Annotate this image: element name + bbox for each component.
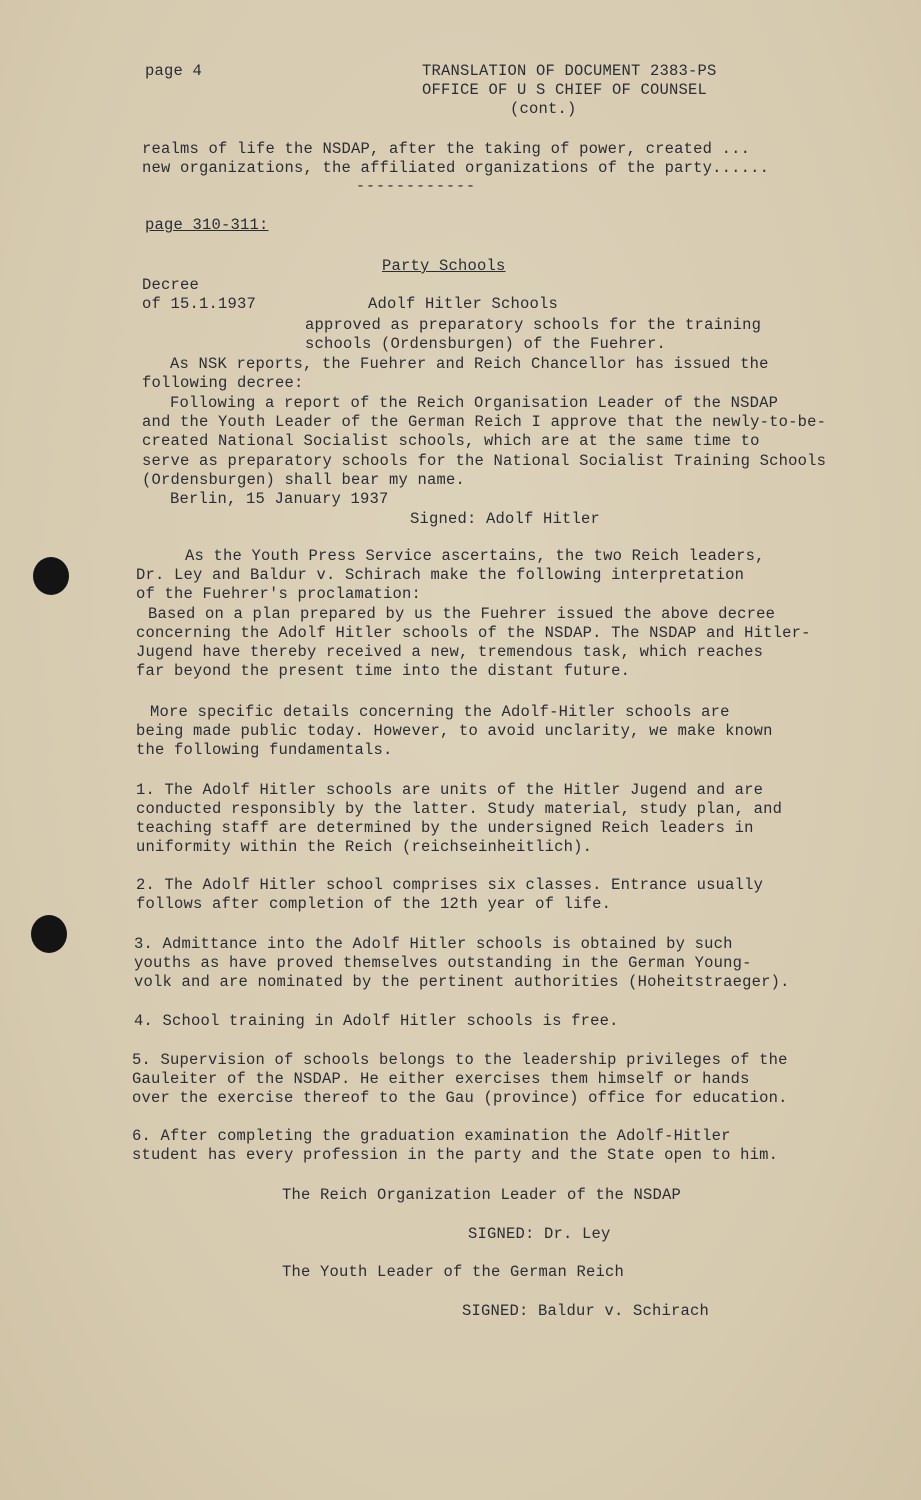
office-title: OFFICE OF U S CHIEF OF COUNSEL: [422, 81, 708, 99]
list-item: follows after completion of the 12th year of life.: [136, 895, 612, 913]
paragraph-line: Based on a plan prepared by us the Fuehrer issued the above decree: [148, 605, 776, 623]
paragraph-line: Jugend have thereby received a new, tremendous task, which reaches: [136, 643, 764, 661]
paragraph-line: far beyond the present time into the distant future.: [136, 662, 631, 680]
signature-line: Signed: Adolf Hitler: [410, 510, 601, 528]
signatory-title: The Youth Leader of the German Reich: [282, 1263, 625, 1281]
list-item: uniformity within the Reich (reichseinheitlich).: [136, 838, 593, 856]
list-item: Gauleiter of the NSDAP. He either exercises them himself or hands: [132, 1070, 750, 1088]
decree-label: Decree: [142, 276, 200, 294]
intro-line: realms of life the NSDAP, after the taking of power, created ...: [142, 140, 751, 158]
list-item: 2. The Adolf Hitler school comprises six classes. Entrance usually: [136, 876, 764, 894]
signature-line: SIGNED: Baldur v. Schirach: [462, 1302, 710, 1320]
intro-line: new organizations, the affiliated organizations of the party......: [142, 159, 770, 177]
paragraph-line: being made public today. However, to avoid unclarity, we make known: [136, 722, 773, 740]
list-item: youths as have proved themselves outstanding in the German Young-: [134, 954, 752, 972]
list-item: 4. School training in Adolf Hitler schools is free.: [134, 1012, 619, 1030]
list-item: 3. Admittance into the Adolf Hitler schools is obtained by such: [134, 935, 733, 953]
punch-hole: [33, 557, 69, 595]
document-title: TRANSLATION OF DOCUMENT 2383-PS: [422, 62, 717, 80]
divider: ------------: [356, 178, 477, 195]
list-item: 6. After completing the graduation examination the Adolf-Hitler: [132, 1127, 731, 1145]
signatory-title: The Reich Organization Leader of the NSDAP: [282, 1186, 682, 1204]
continued-label: (cont.): [510, 100, 577, 118]
signature-line: SIGNED: Dr. Ley: [468, 1225, 611, 1243]
place-date: Berlin, 15 January 1937: [170, 490, 389, 508]
paragraph-line: the following fundamentals.: [136, 741, 393, 759]
page-reference: page 310-311:: [145, 216, 269, 234]
page-label: page 4: [145, 62, 203, 80]
list-item: 5. Supervision of schools belongs to the leadership privileges of the: [132, 1051, 788, 1069]
list-item: volk and are nominated by the pertinent authorities (Hoheitstraeger).: [134, 973, 790, 991]
list-item: teaching staff are determined by the undersigned Reich leaders in: [136, 819, 754, 837]
paragraph-line: Dr. Ley and Baldur v. Schirach make the following interpretation: [136, 566, 745, 584]
decree-subject: schools (Ordensburgen) of the Fuehrer.: [305, 335, 667, 353]
paragraph-line: and the Youth Leader of the German Reich I approve that the newly-to-be-: [142, 413, 827, 431]
list-item: student has every profession in the party and the State open to him.: [132, 1146, 779, 1164]
paragraph-line: More specific details concerning the Adolf-Hitler schools are: [150, 703, 730, 721]
paragraph-line: (Ordensburgen) shall bear my name.: [142, 471, 466, 489]
paragraph-line: of the Fuehrer's proclamation:: [136, 585, 422, 603]
decree-subject: approved as preparatory schools for the training: [305, 316, 762, 334]
list-item: conducted responsibly by the latter. Study material, study plan, and: [136, 800, 783, 818]
decree-subject: Adolf Hitler Schools: [368, 295, 559, 313]
paragraph-line: Following a report of the Reich Organisation Leader of the NSDAP: [170, 394, 779, 412]
list-item: 1. The Adolf Hitler schools are units of the Hitler Jugend and are: [136, 781, 764, 799]
decree-date: of 15.1.1937: [142, 295, 257, 313]
section-heading: Party Schools: [382, 257, 506, 275]
list-item: over the exercise thereof to the Gau (province) office for education.: [132, 1089, 788, 1107]
paragraph-line: following decree:: [142, 374, 304, 392]
paragraph-line: concerning the Adolf Hitler schools of the NSDAP. The NSDAP and Hitler-: [136, 624, 811, 642]
paragraph-line: As the Youth Press Service ascertains, the two Reich leaders,: [185, 547, 765, 565]
paragraph-line: As NSK reports, the Fuehrer and Reich Chancellor has issued the: [170, 355, 769, 373]
paragraph-line: serve as preparatory schools for the National Socialist Training Schools: [142, 452, 827, 470]
paragraph-line: created National Socialist schools, which are at the same time to: [142, 432, 760, 450]
punch-hole: [31, 915, 67, 953]
